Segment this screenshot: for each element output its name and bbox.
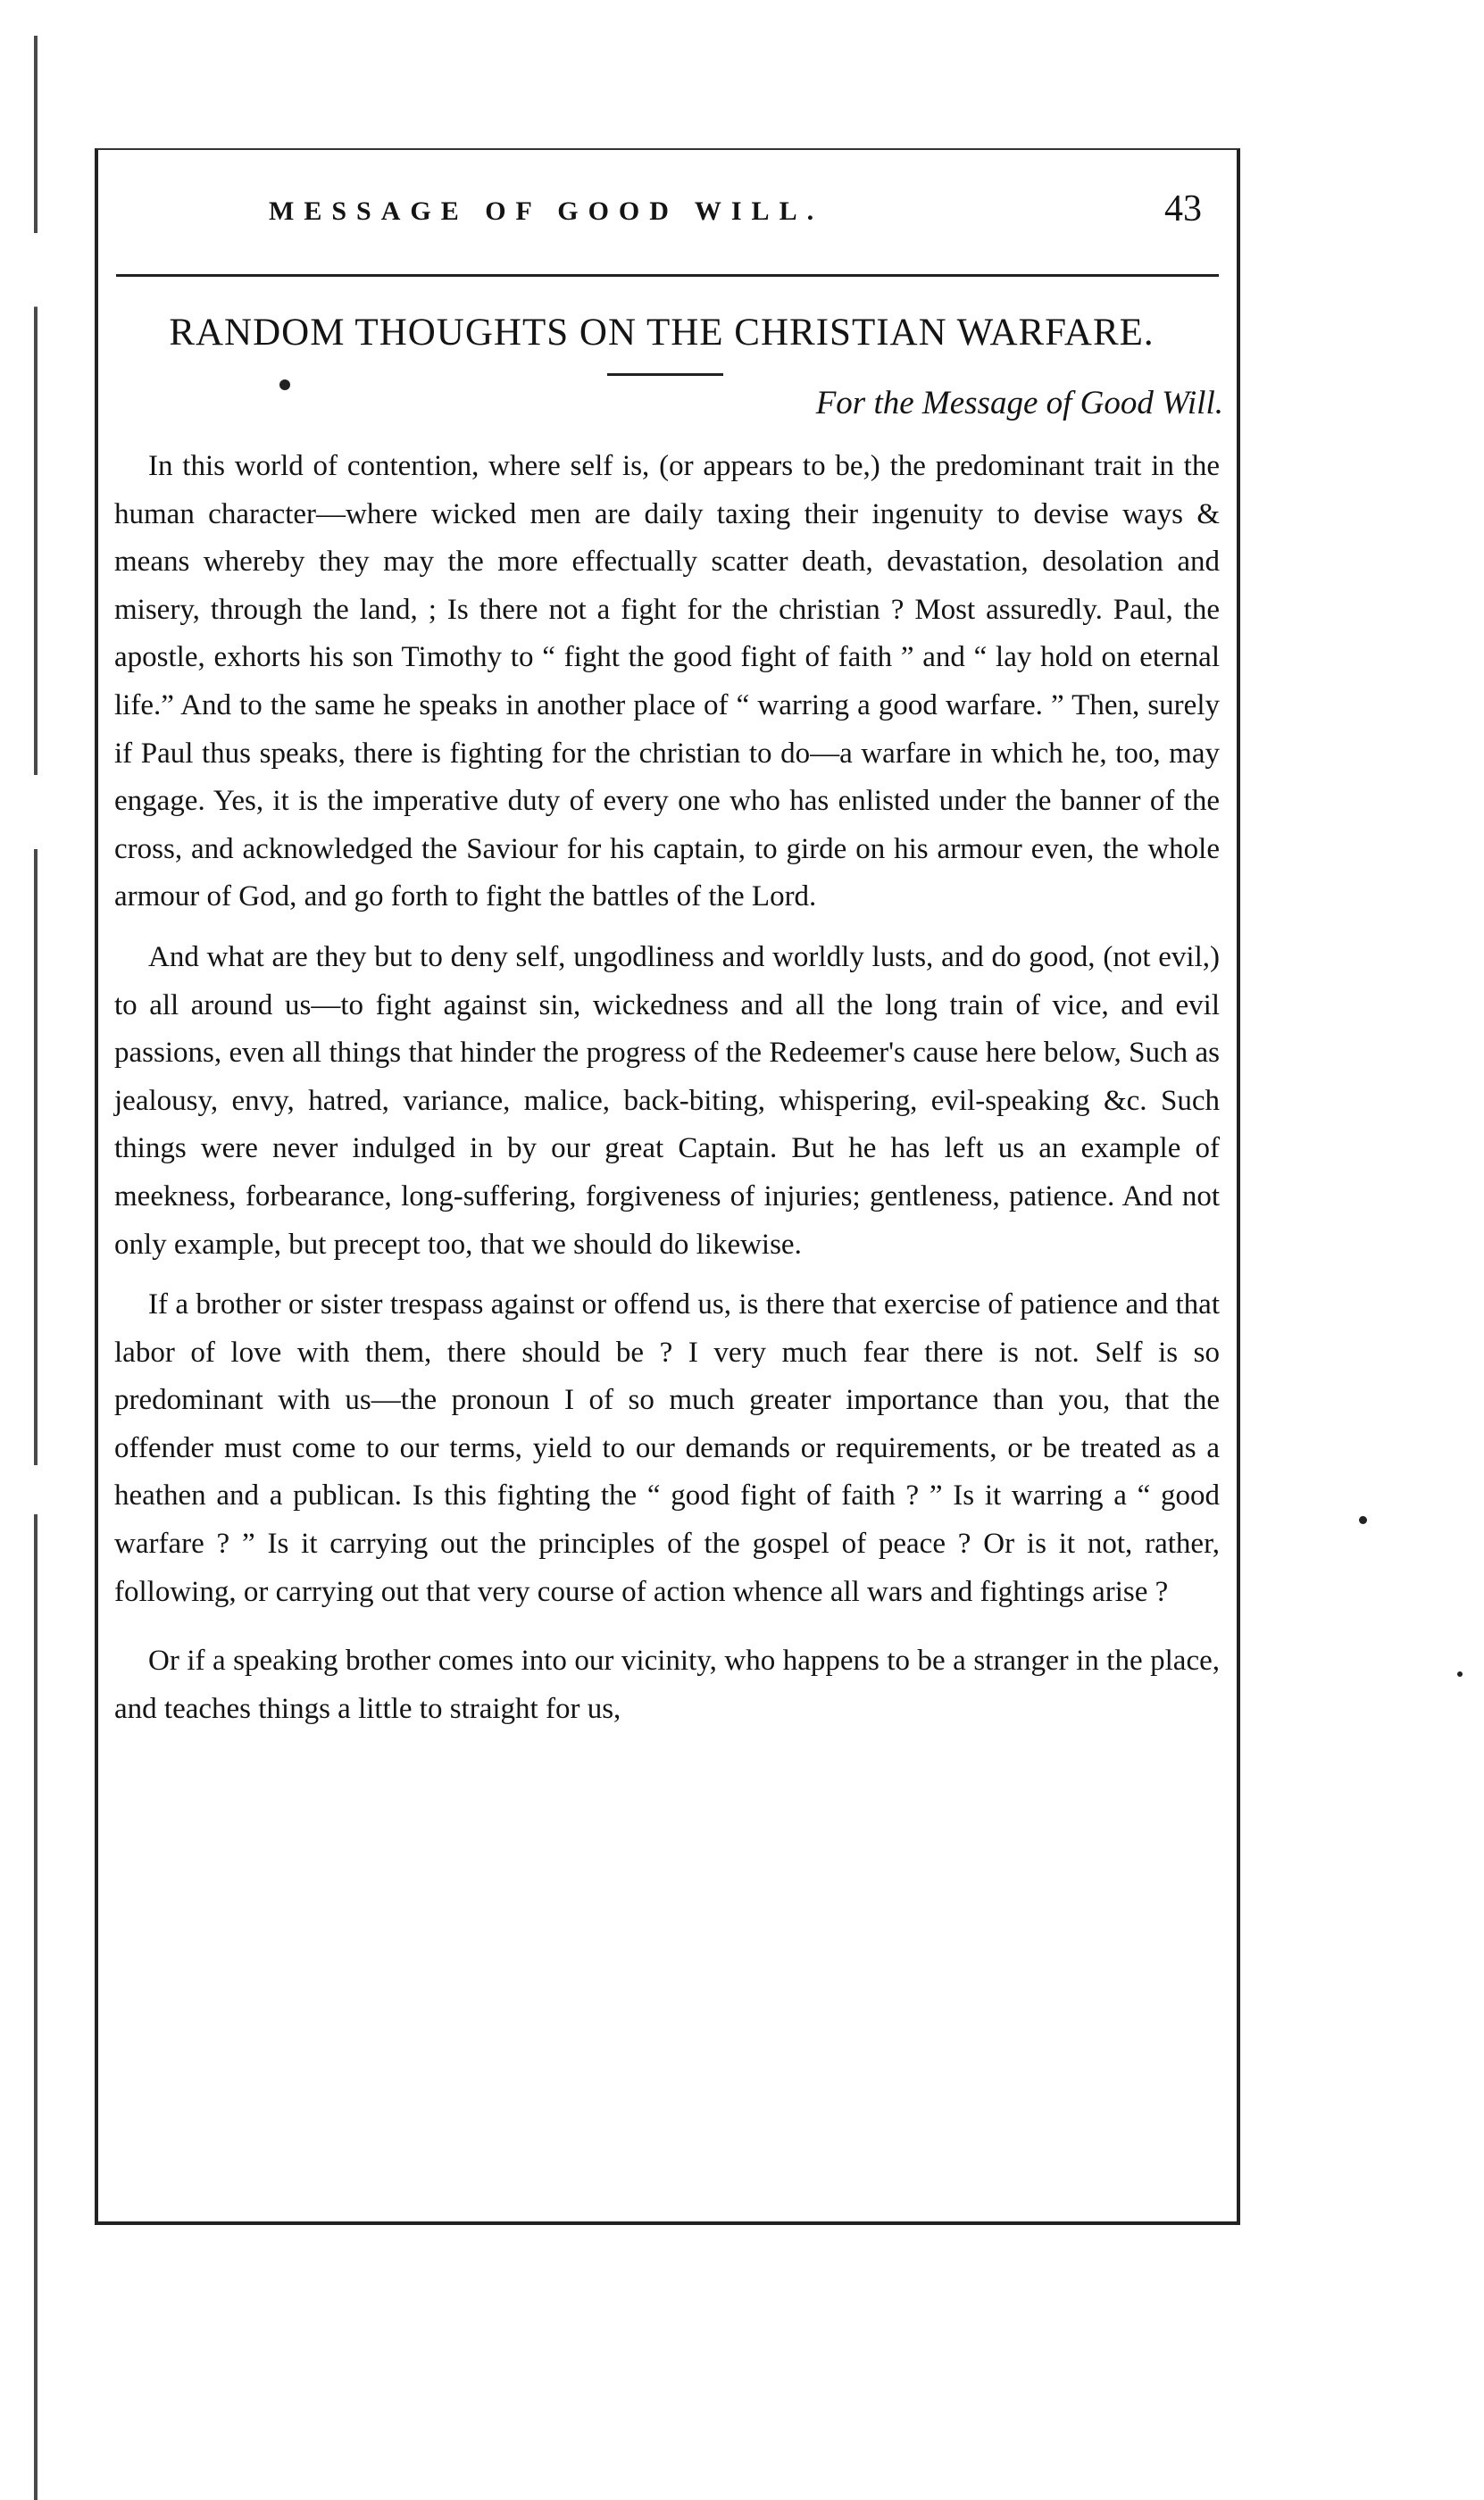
title-rule bbox=[607, 373, 723, 376]
page-number: 43 bbox=[1164, 188, 1202, 229]
paragraph: In this world of contention, where self is, (or appears to be,) the predominant trait in the human character—where wicked men are daily taxing their ingenuity to devise ways & means whereby they may the more effectually scatter death, devastation, desolation and misery, through the land, ; Is there not a fight for the christian ? Most assuredly. Paul, the apostle, exhorts his son Timothy to “ fight the good fight of faith ” and “ lay hold on eternal life.” And to the same he speaks in another place of “ warring a good warfare. ” Then, surely if Paul thus speaks, there is fighting for the christian to do—a warfare in which he, too, may engage. Yes, it is the imperative duty of every one who has enlisted under the banner of the cross, and acknowledged the Saviour for his captain, to girde on his armour even, the whole armour of God, and go forth to fight the battles of the Lord. bbox=[114, 450, 1220, 913]
header-rule bbox=[116, 274, 1219, 277]
left-margin-rule bbox=[34, 36, 38, 2500]
ink-speck bbox=[1359, 1516, 1367, 1524]
article-title: RANDOM THOUGHTS ON THE CHRISTIAN WARFARE. bbox=[169, 312, 1155, 354]
running-head bbox=[95, 188, 1229, 241]
byline: For the Message of Good Will. bbox=[815, 385, 1223, 421]
paragraph: Or if a speaking brother comes into our vicinity, who happens to be a stranger in the place, and teaches things a little to straight for us, bbox=[114, 1645, 1220, 1725]
article-body bbox=[114, 443, 1220, 1733]
ink-speck bbox=[279, 379, 290, 390]
paragraph: If a brother or sister trespass against or offend us, is there that exercise of patience and that labor of love with them, there should be ? I very much fear there is not. Self is so predominant with us—the pronoun I of so much greater importance than you, that the offender must come to our terms, yield to our demands or requirements, or be treated as a heathen and a publican. Is this fighting the “ good fight of faith ? ” Is it warring a “ good warfare ? ” Is it carrying out the principles of the gospel of peace ? Or is it not, rather, following, or carrying out that very course of action whence all wars and fightings arise ? bbox=[114, 1288, 1220, 1608]
ink-speck bbox=[1457, 1671, 1463, 1677]
paragraph: And what are they but to deny self, ungodliness and worldly lusts, and do good, (not evil,) to all around us—to fight against sin, wickedness and all the long train of vice, and evil passions, even all things that hinder the progress of the Redeemer's cause here below, Such as jealousy, envy, hatred, variance, malice, back-biting, whispering, evil-speaking &c. Such things were never indulged in by our great Captain. But he has left us an example of meekness, forbearance, long-suffering, forgiveness of injuries; gentleness, patience. And not only example, but precept too, that we should do likewise. bbox=[114, 940, 1220, 1261]
running-title: MESSAGE OF GOOD WILL. bbox=[269, 196, 824, 226]
